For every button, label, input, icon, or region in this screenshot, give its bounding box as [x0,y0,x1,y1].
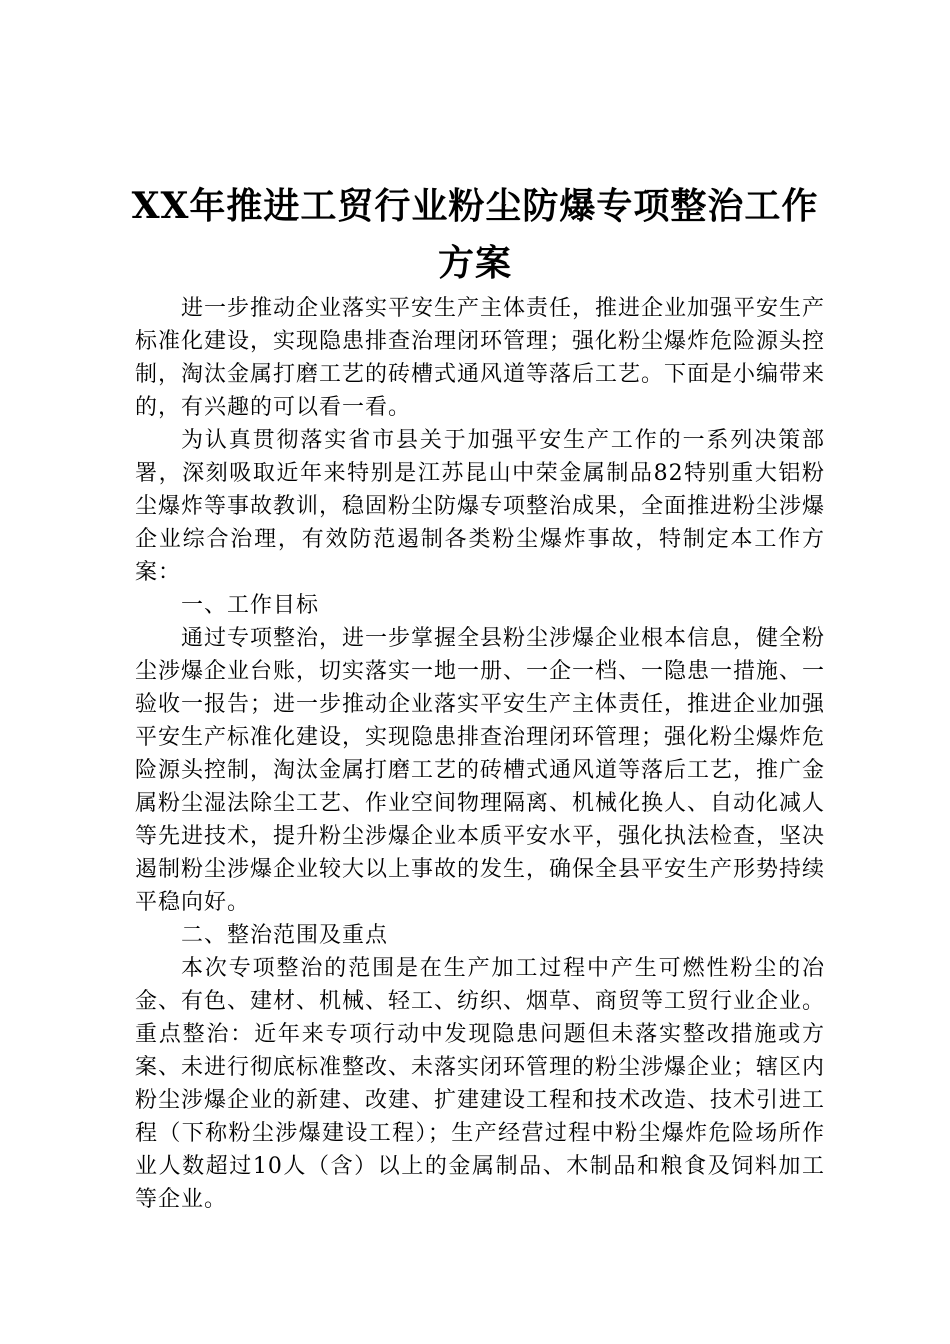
paragraph-scope: 本次专项整治的范围是在生产加工过程中产生可燃性粉尘的冶金、有色、建材、机械、轻工、纺织、烟草、商贸等工贸行业企业。重点整治：近年来专项行动中发现隐患问题但未落实整改措施或方案、未进行彻底标准整改、未落实闭环管理的粉尘涉爆企业；辖区内粉尘涉爆企业的新建、改建、扩建建设工程和技术改造、技术引进工程（下称粉尘涉爆建设工程）；生产经营过程中粉尘爆炸危险场所作业人数超过10人（含）以上的金属制品、木制品和粮食及饲料加工等企业。 [135,956,826,1212]
section-heading-goals: 一、工作目标 [181,593,320,618]
document-title: XX年推进工贸行业粉尘防爆专项整治工作方案 [131,185,819,284]
paragraph-intro: 进一步推动企业落实平安生产主体责任，推进企业加强平安生产标准化建设，实现隐患排查治理闭环管理；强化粉尘爆炸危险源头控制，淘汰金属打磨工艺的砖槽式通风道等落后工艺。下面是小编带来的，有兴趣的可以看一看。 [135,296,826,420]
paragraph-goals: 通过专项整治，进一步掌握全县粉尘涉爆企业根本信息，健全粉尘涉爆企业台账，切实落实一地一册、一企一档、一隐患一措施、一验收一报告；进一步推动企业落实平安生产主体责任，推进企业加强平安生产标准化建设，实现隐患排查治理闭环管理；强化粉尘爆炸危险源头控制，淘汰金属打磨工艺的砖槽式通风道等落后工艺，推广金属粉尘湿法除尘工艺、作业空间物理隔离、机械化换人、自动化减人等先进技术，提升粉尘涉爆企业本质平安水平，强化执法检查，坚决遏制粉尘涉爆企业较大以上事故的发生，确保全县平安生产形势持续平稳向好。 [135,626,826,915]
section-heading-scope: 二、整治范围及重点 [181,923,389,948]
document-body [135,292,825,1216]
paragraph-background: 为认真贯彻落实省市县关于加强平安生产工作的一系列决策部署，深刻吸取近年来特别是江苏昆山中荣金属制品82特别重大铝粉尘爆炸等事故教训，稳固粉尘防爆专项整治成果，全面推进粉尘涉爆企业综合治理，有效防范遏制各类粉尘爆炸事故，特制定本工作方案： [135,428,826,585]
